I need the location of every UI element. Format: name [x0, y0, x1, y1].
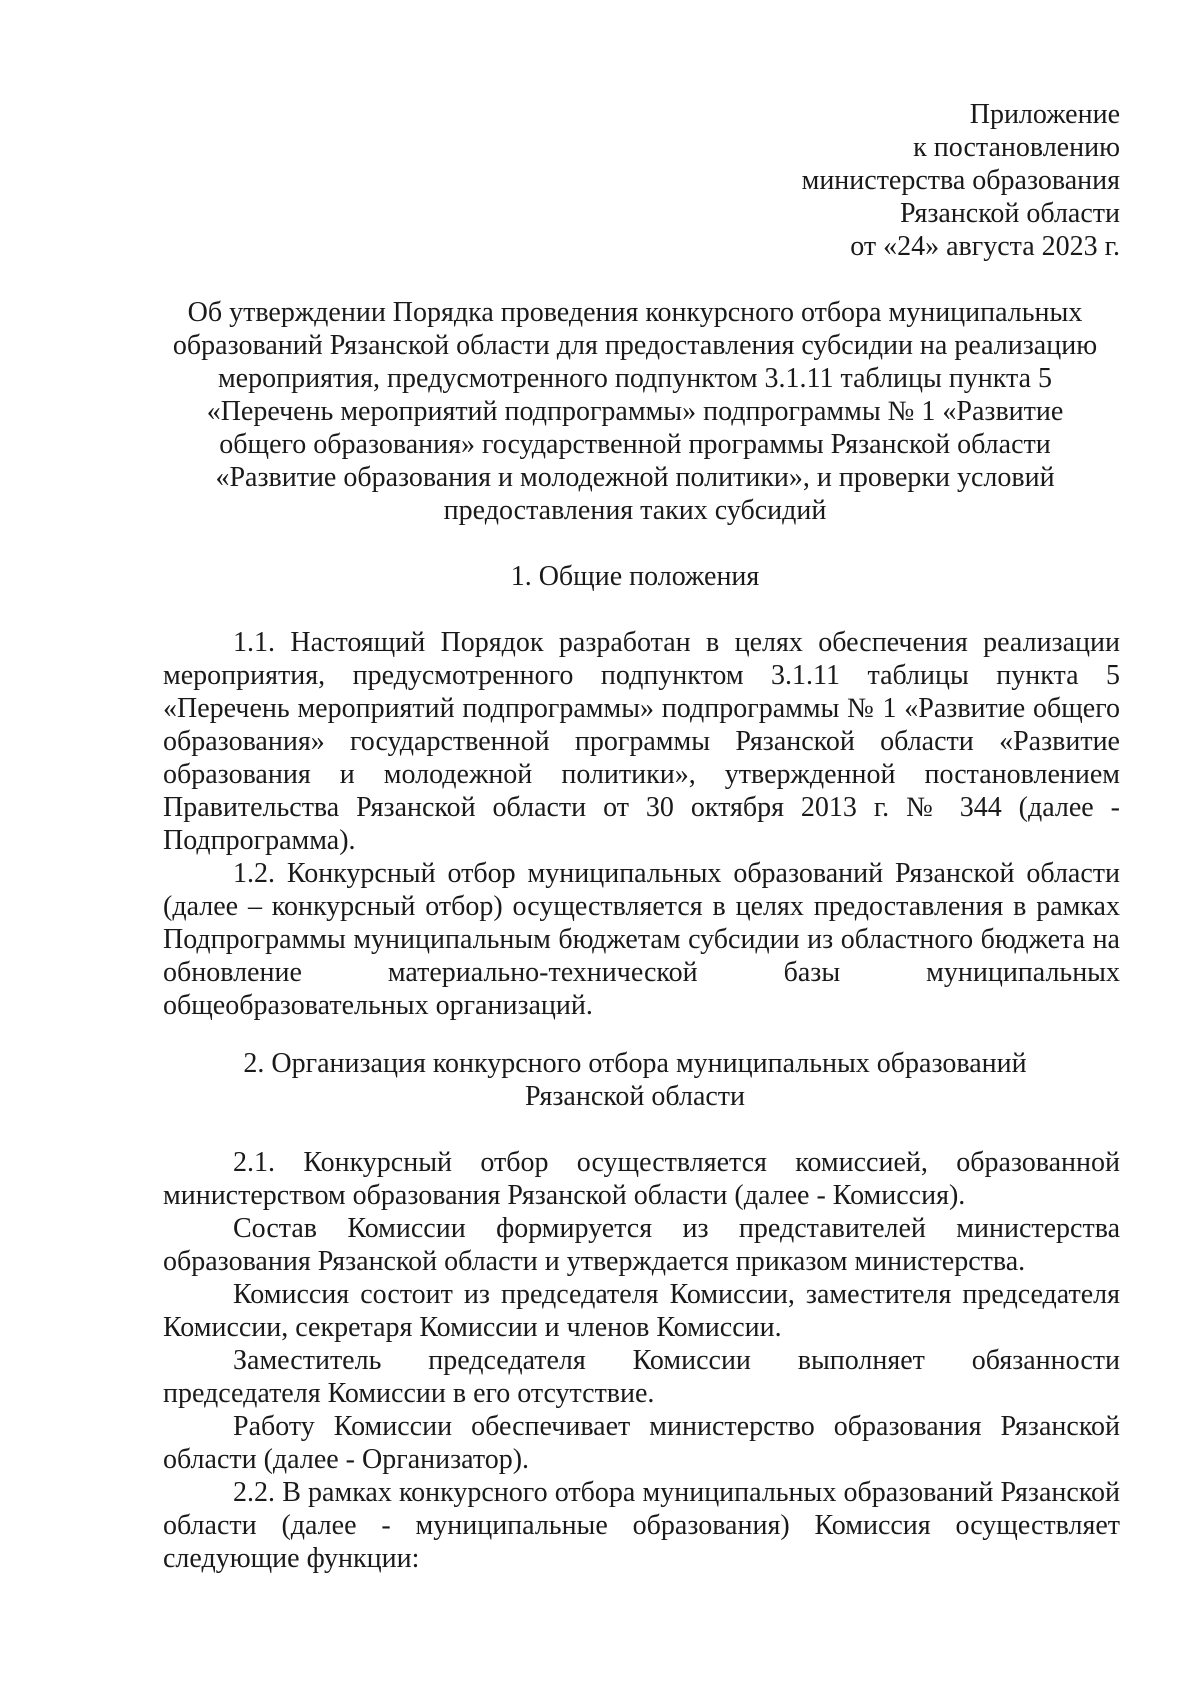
section-heading-line: 2. Организация конкурсного отбора муниципальных образований	[243, 1048, 1027, 1079]
paragraph-2-2: 2.2. В рамках конкурсного отбора муниципальных образований Рязанской области (далее - муниципальные образования) Комиссия осуществляет следующие функции:	[163, 1477, 1120, 1574]
appendix-line: министерства образования	[801, 165, 1120, 196]
section-2-heading	[150, 1047, 1120, 1113]
paragraph-organizer: Работу Комиссии обеспечивает министерство образования Рязанской области (далее - Организатор).	[163, 1411, 1120, 1475]
appendix-date: от «24» августа 2023 г.	[850, 231, 1120, 262]
title-line: общего образования» государственной программы Рязанской области	[219, 429, 1051, 460]
section-1-body	[163, 626, 1120, 1022]
title-line: образований Рязанской области для предоставления субсидии на реализацию	[172, 330, 1098, 361]
title-line: мероприятия, предусмотренного подпунктом 3.1.11 таблицы пункта 5	[217, 363, 1053, 394]
title-line: «Развитие образования и молодежной политики», и проверки условий	[215, 462, 1055, 493]
title-line: «Перечень мероприятий подпрограммы» подпрограммы № 1 «Развитие	[206, 396, 1064, 427]
paragraph-commission-members: Комиссия состоит из председателя Комиссии, заместителя председателя Комиссии, секретаря Комиссии и членов Комиссии.	[163, 1279, 1120, 1343]
title-line: предоставления таких субсидий	[443, 495, 827, 526]
appendix-line: Рязанской области	[899, 198, 1120, 229]
appendix-line: Приложение	[969, 99, 1120, 130]
paragraph-1-2: 1.2. Конкурсный отбор муниципальных образований Рязанской области (далее – конкурсный отбор) осуществляется в целях предоставления в рамках Подпрограммы муниципальным бюджетам субсидии из областного бюджета на обновление материально-технической базы муниципальных общеобразовательных организаций.	[163, 858, 1120, 1021]
document-title	[150, 296, 1120, 527]
section-heading-line: 1. Общие положения	[510, 561, 760, 592]
paragraph-2-1: 2.1. Конкурсный отбор осуществляется комиссией, образованной министерством образования Рязанской области (далее - Комиссия).	[163, 1147, 1120, 1211]
paragraph-1-1: 1.1. Настоящий Порядок разработан в целях обеспечения реализации мероприятия, предусмотренного подпунктом 3.1.11 таблицы пункта 5 «Перечень мероприятий подпрограммы» подпрограммы № 1 «Развитие общего образования» государственной программы Рязанской области «Развитие образования и молодежной политики», утвержденной постановлением Правительства Рязанской области от 30 октября 2013 г. № 344 (далее - Подпрограмма).	[163, 627, 1120, 856]
appendix-block	[620, 98, 1120, 263]
appendix-line: к постановлению	[913, 132, 1120, 163]
section-heading-line: Рязанской области	[524, 1081, 746, 1112]
paragraph-commission-composition: Состав Комиссии формируется из представителей министерства образования Рязанской области и утверждается приказом министерства.	[163, 1213, 1120, 1277]
section-2-body	[163, 1146, 1120, 1575]
title-line: Об утверждении Порядка проведения конкурсного отбора муниципальных	[187, 297, 1083, 328]
paragraph-deputy-chair: Заместитель председателя Комиссии выполняет обязанности председателя Комиссии в его отсутствие.	[163, 1345, 1120, 1409]
section-1-heading	[150, 560, 1120, 593]
